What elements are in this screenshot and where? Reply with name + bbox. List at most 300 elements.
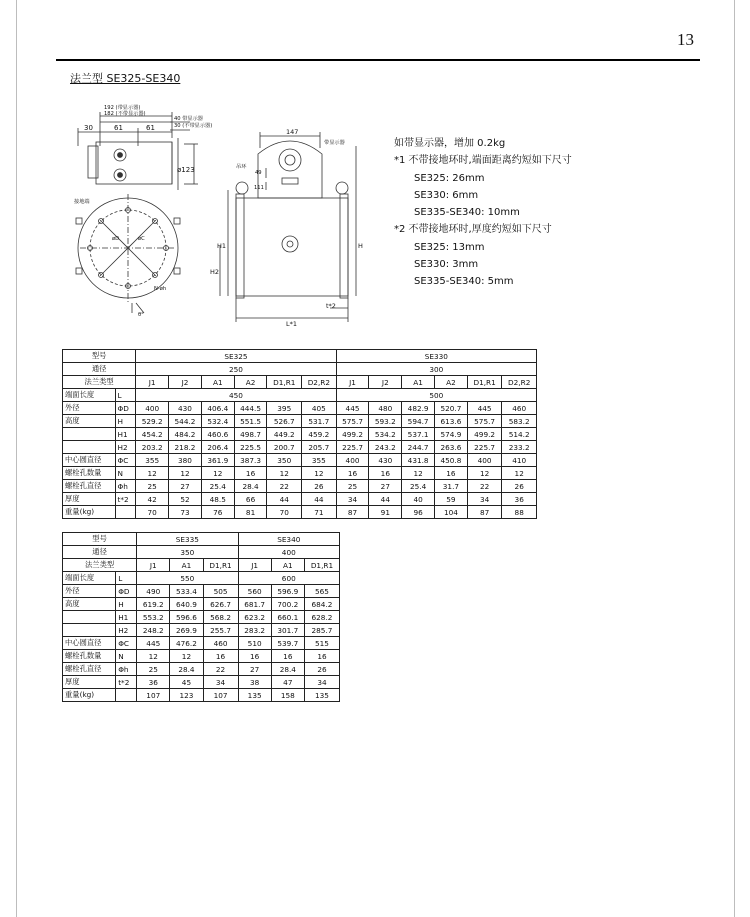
value-cell: 449.2	[267, 428, 302, 441]
value-cell: 52	[169, 493, 202, 506]
value-cell: 619.2	[137, 598, 170, 611]
value-cell: 34	[203, 676, 238, 689]
table-row	[63, 389, 537, 402]
phiD-label: øD	[112, 236, 120, 242]
row-label: 高度	[63, 598, 116, 611]
value-cell: 16	[234, 467, 267, 480]
value-cell: 459.2	[302, 428, 337, 441]
row-label: 厚度	[63, 493, 116, 506]
value-cell: 107	[203, 689, 238, 702]
section-title: 法兰型 SE325-SE340	[70, 72, 181, 85]
value-cell: 12	[502, 467, 537, 480]
value-cell: 34	[336, 493, 369, 506]
value-cell: 218.2	[169, 441, 202, 454]
housing-top	[96, 142, 172, 184]
value-cell: 285.7	[304, 624, 339, 637]
value-cell: 400	[467, 454, 502, 467]
row-symbol: H2	[115, 441, 136, 454]
value-cell: 48.5	[201, 493, 234, 506]
table-row	[63, 611, 340, 624]
value-cell: 400	[136, 402, 169, 415]
dim-61b: 61	[146, 124, 155, 132]
value-cell: 28.4	[170, 663, 203, 676]
value-cell: 529.2	[136, 415, 169, 428]
value-cell: 28.4	[234, 480, 267, 493]
table-row	[63, 546, 340, 559]
value-cell: 263.6	[435, 441, 468, 454]
spec-table-se335-se340	[62, 532, 340, 702]
value-cell: 355	[302, 454, 337, 467]
value-cell: 200.7	[267, 441, 302, 454]
table-row	[63, 585, 340, 598]
row-symbol: H	[115, 415, 136, 428]
table-row	[63, 506, 537, 519]
value-cell: 16	[304, 650, 339, 663]
value-cell: 594.7	[402, 415, 435, 428]
value-cell: 135	[238, 689, 271, 702]
value-cell: 59	[435, 493, 468, 506]
header-flange-type: 法兰类型	[63, 376, 136, 389]
theta-label: θ°	[138, 312, 144, 318]
header-flange-type: 法兰类型	[63, 559, 137, 572]
value-cell: 248.2	[137, 624, 170, 637]
value-cell: 27	[238, 663, 271, 676]
table-row	[63, 493, 537, 506]
value-cell: 454.2	[136, 428, 169, 441]
flange-type: A1	[201, 376, 234, 389]
note-1-se330: SE330: 6mm	[414, 189, 479, 201]
dim-49: 49	[255, 170, 262, 176]
symbol-length: L	[116, 572, 137, 585]
value-cell: 12	[201, 467, 234, 480]
value-cell: 255.7	[203, 624, 238, 637]
dim-30: 30	[84, 124, 93, 132]
value-cell: 12	[170, 650, 203, 663]
value-cell: 660.1	[271, 611, 304, 624]
header-bore: 通径	[63, 546, 137, 559]
note-1-se325: SE325: 26mm	[414, 172, 485, 184]
value-cell: 700.2	[271, 598, 304, 611]
flange-type: D2,R2	[302, 376, 337, 389]
value-cell: 450.8	[435, 454, 468, 467]
flange-type: D1,R1	[267, 376, 302, 389]
value-cell: 40	[402, 493, 435, 506]
value-cell: 16	[203, 650, 238, 663]
value-cell: 104	[435, 506, 468, 519]
model-b: SE330	[336, 350, 536, 363]
row-label: 螺栓孔数量	[63, 467, 116, 480]
table-row	[63, 650, 340, 663]
value-cell: 628.2	[304, 611, 339, 624]
row-symbol: ΦC	[115, 454, 136, 467]
value-cell: 16	[435, 467, 468, 480]
row-symbol: N	[115, 467, 136, 480]
dim-30b: 30 (不带显示器)	[174, 123, 213, 129]
value-cell: 225.7	[467, 441, 502, 454]
value-cell: 25	[137, 663, 170, 676]
value-cell: 445	[467, 402, 502, 415]
value-cell: 406.4	[201, 402, 234, 415]
value-cell: 476.2	[170, 637, 203, 650]
flange-type: D1,R1	[203, 559, 238, 572]
value-cell: 47	[271, 676, 304, 689]
row-label	[63, 441, 116, 454]
value-cell: 45	[170, 676, 203, 689]
value-cell: 531.7	[302, 415, 337, 428]
value-cell: 22	[203, 663, 238, 676]
value-cell: 532.4	[201, 415, 234, 428]
dimension-drawing	[60, 98, 370, 328]
value-cell: 42	[136, 493, 169, 506]
value-cell: 526.7	[267, 415, 302, 428]
value-cell: 225.5	[234, 441, 267, 454]
table-row	[63, 559, 340, 572]
value-cell: 684.2	[304, 598, 339, 611]
value-cell: 16	[369, 467, 402, 480]
nphih-label: N-øh	[154, 286, 167, 292]
value-cell: 16	[336, 467, 369, 480]
value-cell: 26	[302, 480, 337, 493]
dim-192: 192 (带显示器)	[104, 105, 141, 111]
value-cell: 400	[336, 454, 369, 467]
value-cell: 269.9	[170, 624, 203, 637]
row-symbol: Φh	[115, 480, 136, 493]
note-2-se330: SE330: 3mm	[414, 259, 479, 271]
value-cell: 123	[170, 689, 203, 702]
hanger-label: 吊环	[236, 164, 247, 170]
value-cell: 25	[336, 480, 369, 493]
row-symbol: t*2	[116, 676, 137, 689]
row-symbol: N	[116, 650, 137, 663]
value-cell: 81	[234, 506, 267, 519]
value-cell: 533.4	[170, 585, 203, 598]
value-cell: 87	[336, 506, 369, 519]
value-cell: 71	[302, 506, 337, 519]
value-cell: 16	[238, 650, 271, 663]
value-cell: 505	[203, 585, 238, 598]
value-cell: 640.9	[170, 598, 203, 611]
page-frame-right	[734, 0, 735, 917]
table-row	[63, 572, 340, 585]
value-cell: 520.7	[435, 402, 468, 415]
value-cell: 553.2	[137, 611, 170, 624]
value-cell: 574.9	[435, 428, 468, 441]
header-model: 型号	[63, 350, 136, 363]
value-cell: 25.4	[201, 480, 234, 493]
value-cell: 544.2	[169, 415, 202, 428]
value-cell: 681.7	[238, 598, 271, 611]
page-number: 13	[677, 30, 694, 49]
table-row	[63, 598, 340, 611]
value-cell: 560	[238, 585, 271, 598]
value-cell: 596.6	[170, 611, 203, 624]
row-symbol	[116, 689, 137, 702]
note-2: *2 不带接地环时,厚度约短如下尺寸	[394, 224, 552, 236]
length-b: 500	[336, 389, 536, 402]
flange-type: J2	[169, 376, 202, 389]
row-label: 螺栓孔数量	[63, 650, 116, 663]
value-cell: 135	[304, 689, 339, 702]
table-row	[63, 402, 537, 415]
row-symbol: ΦD	[116, 585, 137, 598]
value-cell: 26	[502, 480, 537, 493]
value-cell: 88	[502, 506, 537, 519]
value-cell: 243.2	[369, 441, 402, 454]
header-model: 型号	[63, 533, 137, 546]
value-cell: 568.2	[203, 611, 238, 624]
value-cell: 361.9	[201, 454, 234, 467]
value-cell: 34	[304, 676, 339, 689]
row-label: 中心圆直径	[63, 637, 116, 650]
value-cell: 490	[137, 585, 170, 598]
housing-end	[88, 146, 98, 178]
t2-label: t*2	[326, 302, 336, 310]
model-b: SE340	[238, 533, 339, 546]
bore-a: 250	[136, 363, 336, 376]
value-cell: 445	[336, 402, 369, 415]
value-cell: 551.5	[234, 415, 267, 428]
value-cell: 25.4	[402, 480, 435, 493]
flange-type: A1	[170, 559, 203, 572]
row-symbol	[115, 506, 136, 519]
value-cell: 233.2	[502, 441, 537, 454]
header-rule	[56, 59, 700, 61]
value-cell: 575.7	[336, 415, 369, 428]
table-row	[63, 467, 537, 480]
spec-table-se325-se330	[62, 349, 537, 519]
value-cell: 395	[267, 402, 302, 415]
table-row	[63, 350, 537, 363]
ground-label: 接地端	[74, 199, 90, 205]
dim-147: 147	[286, 128, 299, 136]
value-cell: 387.3	[234, 454, 267, 467]
flange-type: J1	[137, 559, 170, 572]
value-cell: 12	[302, 467, 337, 480]
value-cell: 12	[267, 467, 302, 480]
header-length: 端面长度	[63, 389, 116, 402]
value-cell: 460.6	[201, 428, 234, 441]
value-cell: 22	[467, 480, 502, 493]
value-cell: 460	[203, 637, 238, 650]
value-cell: 301.7	[271, 624, 304, 637]
note-1-se335: SE335-SE340: 10mm	[414, 207, 520, 219]
body-side	[236, 198, 348, 296]
table-row	[63, 428, 537, 441]
length-a: 550	[137, 572, 238, 585]
value-cell: 539.7	[271, 637, 304, 650]
value-cell: 36	[137, 676, 170, 689]
value-cell: 12	[136, 467, 169, 480]
flange-type: A1	[271, 559, 304, 572]
table-row	[63, 376, 537, 389]
value-cell: 44	[267, 493, 302, 506]
value-cell: 44	[369, 493, 402, 506]
value-cell: 431.8	[402, 454, 435, 467]
converter-head	[258, 141, 322, 198]
value-cell: 480	[369, 402, 402, 415]
table-row	[63, 676, 340, 689]
value-cell: 76	[201, 506, 234, 519]
table-row	[63, 415, 537, 428]
H1-label: H1	[217, 242, 227, 250]
table-row	[63, 441, 537, 454]
row-label: 厚度	[63, 676, 116, 689]
value-cell: 350	[267, 454, 302, 467]
value-cell: 203.2	[136, 441, 169, 454]
table-row	[63, 480, 537, 493]
value-cell: 87	[467, 506, 502, 519]
row-symbol: H1	[115, 428, 136, 441]
dim-40: 40 带显示器	[174, 116, 203, 122]
flange-type: J1	[136, 376, 169, 389]
value-cell: 12	[402, 467, 435, 480]
bore-b: 300	[336, 363, 536, 376]
lift-ring-left	[236, 182, 248, 194]
length-a: 450	[136, 389, 336, 402]
dim-111: 111	[254, 185, 264, 191]
value-cell: 534.2	[369, 428, 402, 441]
flange-type: A2	[435, 376, 468, 389]
note-2-se335: SE335-SE340: 5mm	[414, 276, 514, 288]
value-cell: 38	[238, 676, 271, 689]
value-cell: 626.7	[203, 598, 238, 611]
value-cell: 623.2	[238, 611, 271, 624]
value-cell: 355	[136, 454, 169, 467]
header-length: 端面长度	[63, 572, 116, 585]
row-label: 外径	[63, 585, 116, 598]
value-cell: 12	[467, 467, 502, 480]
value-cell: 593.2	[369, 415, 402, 428]
value-cell: 12	[169, 467, 202, 480]
display-label: 带显示器	[324, 140, 345, 146]
value-cell: 445	[137, 637, 170, 650]
table-row	[63, 663, 340, 676]
L1-label: L*1	[286, 320, 298, 328]
value-cell: 36	[502, 493, 537, 506]
row-label	[63, 428, 116, 441]
row-symbol: H	[116, 598, 137, 611]
row-label: 高度	[63, 415, 116, 428]
value-cell: 26	[304, 663, 339, 676]
header-bore: 通径	[63, 363, 136, 376]
value-cell: 583.2	[502, 415, 537, 428]
row-label: 螺栓孔直径	[63, 480, 116, 493]
value-cell: 66	[234, 493, 267, 506]
table-row	[63, 689, 340, 702]
row-symbol: ΦD	[115, 402, 136, 415]
bore-b: 400	[238, 546, 339, 559]
value-cell: 613.6	[435, 415, 468, 428]
symbol-length: L	[115, 389, 136, 402]
value-cell: 70	[136, 506, 169, 519]
value-cell: 499.2	[467, 428, 502, 441]
phiC-label: øC	[138, 236, 145, 242]
row-symbol: H1	[116, 611, 137, 624]
value-cell: 410	[502, 454, 537, 467]
value-cell: 514.2	[502, 428, 537, 441]
row-label: 重量(kg)	[63, 689, 116, 702]
table-row	[63, 637, 340, 650]
flange-type: A1	[402, 376, 435, 389]
flange-type: J1	[238, 559, 271, 572]
row-symbol: H2	[116, 624, 137, 637]
row-symbol: Φh	[116, 663, 137, 676]
value-cell: 515	[304, 637, 339, 650]
row-symbol: t*2	[115, 493, 136, 506]
value-cell: 510	[238, 637, 271, 650]
value-cell: 244.7	[402, 441, 435, 454]
table-row	[63, 533, 340, 546]
value-cell: 73	[169, 506, 202, 519]
value-cell: 498.7	[234, 428, 267, 441]
value-cell: 537.1	[402, 428, 435, 441]
value-cell: 565	[304, 585, 339, 598]
table-row	[63, 363, 537, 376]
notes	[394, 135, 572, 291]
row-label	[63, 611, 116, 624]
bore-a: 350	[137, 546, 238, 559]
value-cell: 482.9	[402, 402, 435, 415]
length-b: 600	[238, 572, 339, 585]
value-cell: 96	[402, 506, 435, 519]
value-cell: 484.2	[169, 428, 202, 441]
model-a: SE325	[136, 350, 336, 363]
value-cell: 27	[369, 480, 402, 493]
center-mark	[282, 236, 298, 252]
value-cell: 70	[267, 506, 302, 519]
value-cell: 27	[169, 480, 202, 493]
value-cell: 16	[271, 650, 304, 663]
value-cell: 12	[137, 650, 170, 663]
value-cell: 380	[169, 454, 202, 467]
value-cell: 596.9	[271, 585, 304, 598]
value-cell: 34	[467, 493, 502, 506]
value-cell: 158	[271, 689, 304, 702]
value-cell: 22	[267, 480, 302, 493]
value-cell: 460	[502, 402, 537, 415]
note-weight: 如带显示器，增加 0.2kg	[394, 138, 506, 149]
row-label	[63, 624, 116, 637]
flange-type: D1,R1	[304, 559, 339, 572]
value-cell: 205.7	[302, 441, 337, 454]
flange-type: J2	[369, 376, 402, 389]
row-label: 外径	[63, 402, 116, 415]
value-cell: 44	[302, 493, 337, 506]
model-a: SE335	[137, 533, 238, 546]
value-cell: 405	[302, 402, 337, 415]
dim-123: ø123	[177, 166, 195, 174]
value-cell: 31.7	[435, 480, 468, 493]
note-2-se325: SE325: 13mm	[414, 241, 485, 253]
value-cell: 225.7	[336, 441, 369, 454]
dim-61a: 61	[114, 124, 123, 132]
flange-type: D2,R2	[502, 376, 537, 389]
H2-label: H2	[210, 268, 220, 276]
flange-type: D1,R1	[467, 376, 502, 389]
dim-182: 182 (不带显示器)	[104, 111, 146, 117]
value-cell: 283.2	[238, 624, 271, 637]
row-label: 重量(kg)	[63, 506, 116, 519]
value-cell: 430	[369, 454, 402, 467]
table-row	[63, 624, 340, 637]
row-symbol: ΦC	[116, 637, 137, 650]
value-cell: 107	[137, 689, 170, 702]
value-cell: 206.4	[201, 441, 234, 454]
table-row	[63, 454, 537, 467]
value-cell: 91	[369, 506, 402, 519]
value-cell: 575.7	[467, 415, 502, 428]
lift-ring-right	[336, 182, 348, 194]
